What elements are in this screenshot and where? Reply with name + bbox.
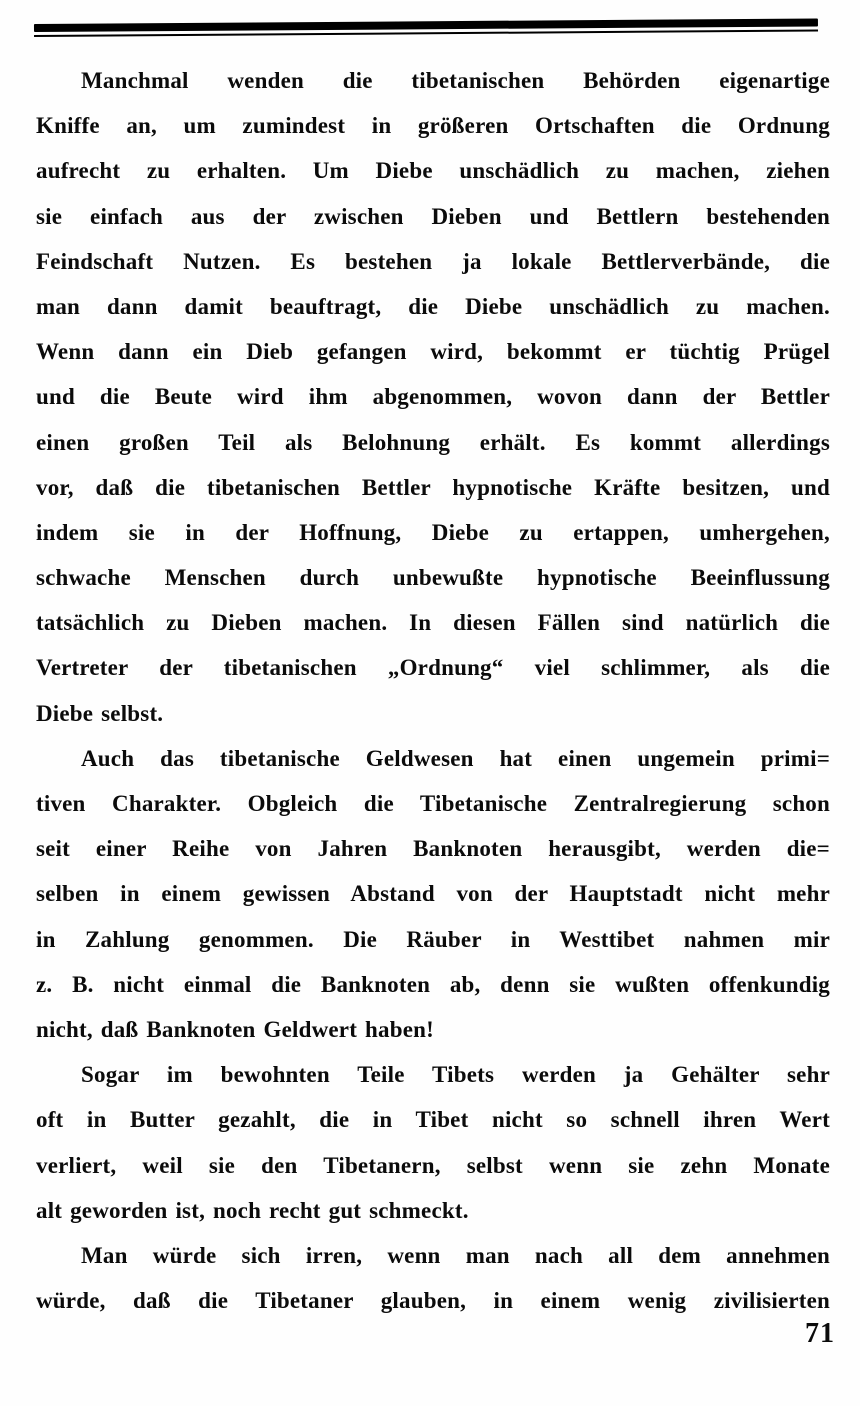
text-line: z. B. nicht einmal die Banknoten ab, denn sie wußten offenkundig (36, 971, 830, 997)
text-line: schwache Menschen durch unbewußte hypnotische Beeinflussung (36, 565, 830, 591)
page-number: 71 (805, 1318, 835, 1349)
text-line: Man würde sich irren, wenn man nach all dem annehmen (81, 1242, 830, 1268)
text-line: in Zahlung genommen. Die Räuber in Westtibet nahmen mir (36, 926, 830, 952)
text-line: Feindschaft Nutzen. Es bestehen ja lokale Bettlerverbände, die (36, 248, 830, 274)
text-line: nicht, daß Banknoten Geldwert haben! (36, 1016, 434, 1042)
text-line: Vertreter der tibetanischen „Ordnung“ viel schlimmer, als die (36, 655, 830, 681)
text-line: selben in einem gewissen Abstand von der Hauptstadt nicht mehr (36, 881, 830, 907)
text-line: würde, daß die Tibetaner glauben, in einem wenig zivilisierten (36, 1288, 830, 1314)
text-line: Auch das tibetanische Geldwesen hat einen ungemein primi= (81, 745, 830, 771)
body-text (36, 58, 830, 1323)
text-line: oft in Butter gezahlt, die in Tibet nicht so schnell ihren Wert (36, 1107, 830, 1133)
text-line: Sogar im bewohnten Teile Tibets werden ja Gehälter sehr (81, 1062, 830, 1088)
text-line: indem sie in der Hoffnung, Diebe zu ertappen, umhergehen, (36, 519, 830, 545)
text-line: vor, daß die tibetanischen Bettler hypnotische Kräfte besitzen, und (36, 474, 830, 500)
paragraph-4 (36, 1233, 830, 1323)
text-line: tatsächlich zu Dieben machen. In diesen Fällen sind natürlich die (36, 610, 830, 636)
text-line: Wenn dann ein Dieb gefangen wird, bekommt er tüchtig Prügel (36, 339, 830, 365)
paragraph-1 (36, 58, 830, 736)
text-line: seit einer Reihe von Jahren Banknoten herausgibt, werden die= (36, 836, 830, 862)
text-line: Kniffe an, um zumindest in größeren Ortschaften die Ordnung (36, 113, 830, 139)
paragraph-3 (36, 1052, 830, 1233)
double-rule-divider (34, 19, 818, 37)
text-line: man dann damit beauftragt, die Diebe unschädlich zu machen. (36, 293, 830, 319)
text-line: Manchmal wenden die tibetanischen Behörden eigenartige (81, 68, 830, 93)
text-line: Diebe selbst. (36, 700, 164, 726)
text-line: tiven Charakter. Obgleich die Tibetanische Zentralregierung schon (36, 791, 830, 816)
text-line: verliert, weil sie den Tibetanern, selbst wenn sie zehn Monate (36, 1152, 830, 1178)
text-line: einen großen Teil als Belohnung erhält. Es kommt allerdings (36, 429, 830, 455)
text-line: und die Beute wird ihm abgenommen, wovon dann der Bettler (36, 384, 830, 410)
text-line: aufrecht zu erhalten. Um Diebe unschädlich zu machen, ziehen (36, 158, 830, 184)
text-line: alt geworden ist, noch recht gut schmeckt. (36, 1197, 469, 1223)
paragraph-2 (36, 736, 830, 1052)
text-line: sie einfach aus der zwischen Dieben und Bettlern bestehenden (36, 203, 830, 229)
